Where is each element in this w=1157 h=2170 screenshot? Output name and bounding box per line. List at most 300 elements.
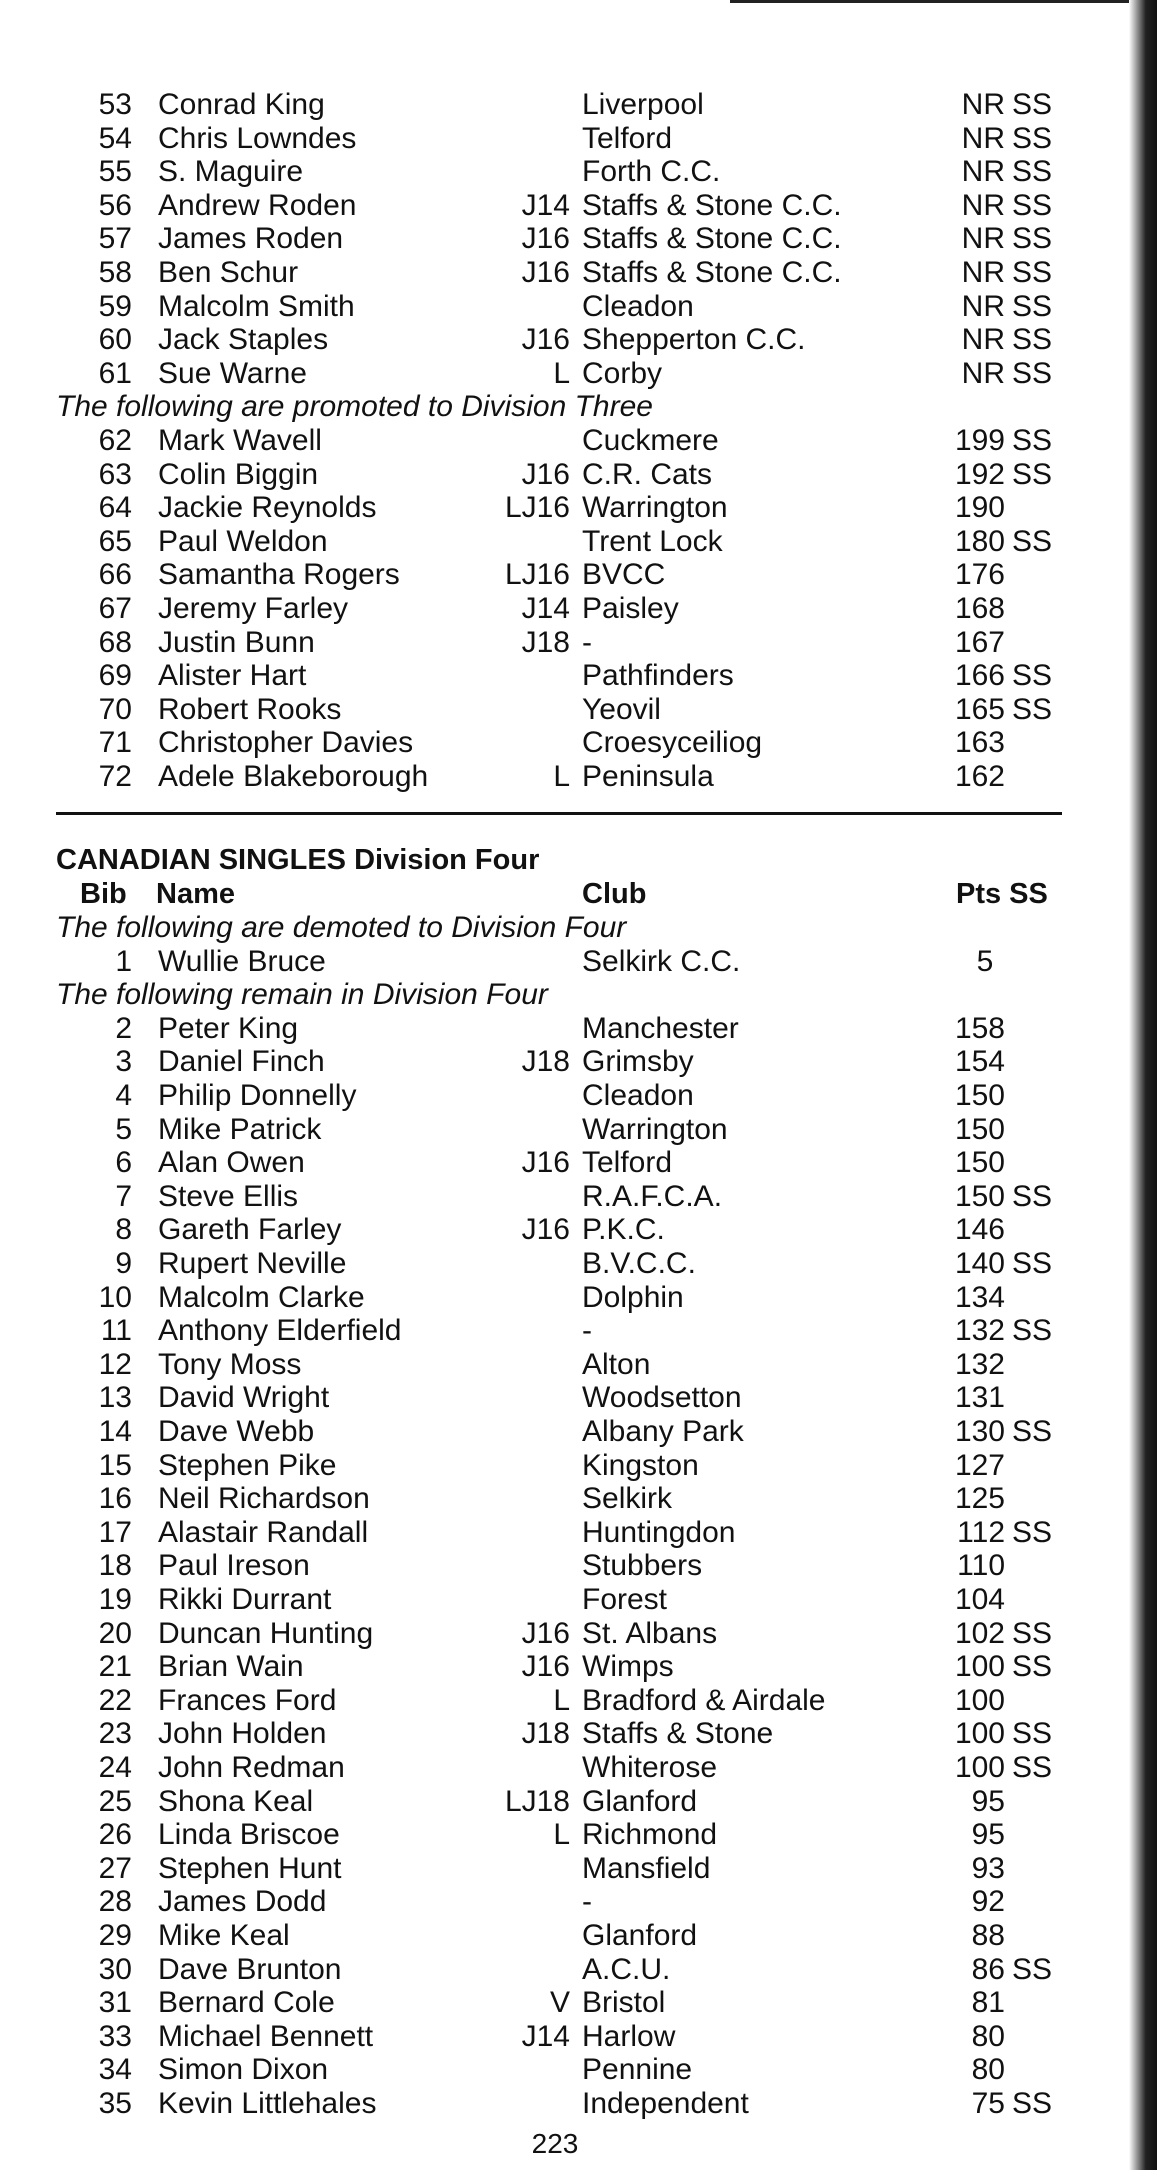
list-item	[0, 1953, 1110, 1987]
bib-number: 6	[115, 1146, 132, 1180]
ss-marker: SS	[1012, 256, 1053, 289]
ss-marker: SS	[1012, 356, 1053, 390]
points: NR	[961, 88, 1005, 121]
club-name: Glanford	[582, 1919, 698, 1952]
club-name: Stubbers	[582, 1549, 703, 1583]
competitor-name: Adele Blakeborough	[158, 760, 429, 793]
remain-note: The following remain in Division Four	[56, 978, 548, 1012]
competitor-name: Sue Warne	[158, 356, 307, 390]
bib-number: 14	[98, 1415, 132, 1448]
club-name: Alton	[582, 1347, 651, 1381]
category: J16	[521, 457, 570, 491]
list-item	[0, 1785, 1110, 1819]
bib-number: 31	[98, 1986, 132, 2020]
category: J18	[521, 625, 570, 659]
list-item	[0, 189, 1110, 223]
bib-number: 30	[98, 1952, 132, 1986]
bib-number: 17	[98, 1515, 132, 1549]
list-item	[0, 491, 1110, 525]
club-name: Warrington	[582, 1112, 728, 1146]
bib-number: 18	[98, 1549, 132, 1583]
list-item	[0, 323, 1110, 357]
bib-number: 67	[98, 592, 132, 625]
category: LJ16	[504, 558, 570, 592]
list-item	[0, 1986, 1110, 2020]
list-item	[0, 525, 1110, 559]
competitor-name: Christopher Davies	[158, 726, 414, 760]
points: 158	[954, 1011, 1005, 1045]
points: 130	[954, 1415, 1005, 1448]
club-name: Mansfield	[582, 1851, 711, 1885]
club-name: Bristol	[582, 1986, 666, 2020]
bib-number: 13	[98, 1381, 132, 1415]
category: J14	[521, 188, 570, 222]
category: L	[553, 356, 570, 390]
points: 92	[971, 1885, 1005, 1919]
club-name: Selkirk	[582, 1482, 673, 1516]
competitor-name: Alastair Randall	[158, 1515, 369, 1549]
ss-marker: SS	[1012, 1616, 1053, 1650]
list-item	[0, 1549, 1110, 1583]
ss-marker: SS	[1012, 1650, 1053, 1684]
club-name: Huntingdon	[582, 1515, 736, 1549]
bib-number: 55	[98, 155, 132, 189]
bib-number: 20	[98, 1616, 132, 1650]
points: 112	[957, 1515, 1005, 1549]
list-item	[0, 1348, 1110, 1382]
club-name: Cleadon	[582, 1079, 694, 1112]
competitor-name: S. Maguire	[158, 155, 304, 189]
competitor-name: Malcolm Clarke	[158, 1280, 365, 1314]
club-name: Forth C.C.	[582, 155, 721, 189]
ss-marker: SS	[1012, 121, 1053, 155]
competitor-name: Shona Keal	[158, 1784, 314, 1818]
ss-marker: SS	[1012, 1717, 1053, 1751]
bib-number: 66	[98, 558, 132, 592]
bib-number: 28	[98, 1885, 132, 1919]
club-name: Telford	[582, 121, 673, 155]
club-name: Dolphin	[582, 1280, 684, 1314]
list-item	[0, 1012, 1110, 1046]
demoted-note: The following are demoted to Division Four	[56, 911, 627, 944]
points: NR	[961, 121, 1005, 155]
club-name: St. Albans	[582, 1616, 718, 1650]
competitor-name: Rupert Neville	[158, 1247, 347, 1280]
list-item	[0, 1852, 1110, 1886]
category: J16	[521, 1146, 570, 1180]
points: 88	[971, 1919, 1005, 1952]
points: 100	[954, 1683, 1005, 1717]
list-item	[0, 222, 1110, 256]
club-name: Staffs & Stone C.C.	[582, 256, 842, 289]
competitor-name: Gareth Farley	[158, 1213, 342, 1247]
competitor-name: Paul Weldon	[158, 524, 328, 558]
list-item	[0, 726, 1110, 760]
points: 165	[954, 692, 1005, 726]
competitor-name: Rikki Durrant	[158, 1583, 332, 1616]
column-header-club: Club	[582, 878, 647, 910]
category: J16	[521, 222, 570, 256]
bib-number: 56	[98, 188, 132, 222]
club-name: Grimsby	[582, 1045, 694, 1079]
points: 140	[954, 1247, 1005, 1280]
competitor-name: Jack Staples	[158, 323, 329, 357]
points: 190	[954, 491, 1005, 525]
bib-number: 59	[98, 289, 132, 323]
club-name: Forest	[582, 1583, 668, 1616]
club-name: Warrington	[582, 491, 728, 525]
competitor-name: Dave Webb	[158, 1415, 315, 1448]
ss-marker: SS	[1012, 1952, 1053, 1986]
competitor-name: Malcolm Smith	[158, 289, 355, 323]
bib-number: 54	[98, 121, 132, 155]
list-item	[0, 1919, 1110, 1953]
points: NR	[961, 256, 1005, 289]
points: 110	[957, 1549, 1005, 1583]
points: 199	[954, 424, 1005, 457]
bib-number: 8	[115, 1213, 132, 1247]
club-name: Richmond	[582, 1818, 718, 1852]
bib-number: 33	[98, 2019, 132, 2053]
column-header-bib: Bib	[80, 878, 127, 910]
ss-marker: SS	[1012, 424, 1053, 457]
bib-number: 70	[98, 692, 132, 726]
list-item	[0, 1482, 1110, 1516]
category: J16	[521, 1213, 570, 1247]
bib-number: 1	[115, 944, 132, 978]
competitor-name: Daniel Finch	[158, 1045, 325, 1079]
bib-number: 63	[98, 457, 132, 491]
points: 167	[954, 625, 1005, 659]
competitor-name: Dave Brunton	[158, 1952, 342, 1986]
club-name: Staffs & Stone	[582, 1717, 774, 1751]
list-item	[0, 1314, 1110, 1348]
bib-number: 53	[98, 88, 132, 121]
ss-marker: SS	[1012, 524, 1053, 558]
list-item	[0, 1583, 1110, 1617]
bib-number: 64	[98, 491, 132, 525]
club-name: Cuckmere	[582, 424, 719, 457]
club-name: Yeovil	[582, 692, 661, 726]
category: J14	[521, 592, 570, 625]
bib-number: 61	[98, 356, 132, 390]
points: 192	[954, 457, 1005, 491]
ss-marker: SS	[1012, 323, 1053, 357]
list-item	[0, 2053, 1110, 2087]
list-item	[0, 1516, 1110, 1550]
list-item	[0, 256, 1110, 290]
bib-number: 72	[98, 760, 132, 793]
points: 5	[976, 944, 994, 978]
competitor-name: Stephen Hunt	[158, 1851, 342, 1885]
club-name: P.K.C.	[582, 1213, 665, 1247]
bib-number: 4	[115, 1079, 132, 1112]
competitor-name: Colin Biggin	[158, 457, 319, 491]
ss-marker: SS	[1012, 1314, 1053, 1348]
competitor-name: Kevin Littlehales	[158, 2087, 377, 2120]
list-item	[0, 1045, 1110, 1079]
ss-marker: SS	[1012, 1515, 1053, 1549]
ss-marker: SS	[1012, 659, 1053, 693]
competitor-name: Anthony Elderfield	[158, 1314, 402, 1348]
competitor-name: Mike Keal	[158, 1919, 290, 1952]
bib-number: 12	[98, 1347, 132, 1381]
points: 95	[971, 1818, 1005, 1852]
competitor-name: John Redman	[158, 1751, 345, 1784]
list-item	[0, 155, 1110, 189]
bib-number: 10	[98, 1280, 132, 1314]
page-edge-shadow	[1129, 0, 1157, 2170]
list-item	[0, 290, 1110, 324]
bib-number: 19	[98, 1583, 132, 1616]
points: 163	[954, 726, 1005, 760]
points: 166	[954, 659, 1005, 693]
bib-number: 21	[98, 1650, 132, 1684]
bib-number: 57	[98, 222, 132, 256]
competitor-name: Samantha Rogers	[158, 558, 400, 592]
points: NR	[961, 289, 1005, 323]
category: J16	[521, 1616, 570, 1650]
list-item	[0, 592, 1110, 626]
club-name: Corby	[582, 356, 663, 390]
competitor-name: Stephen Pike	[158, 1448, 337, 1482]
category: J16	[521, 323, 570, 357]
list-item	[0, 1650, 1110, 1684]
list-item	[0, 88, 1110, 122]
list-item	[0, 2020, 1110, 2054]
bib-number: 26	[98, 1818, 132, 1852]
points: 86	[971, 1952, 1005, 1986]
club-name: Harlow	[582, 2019, 676, 2053]
bib-number: 7	[115, 1179, 132, 1213]
club-name: Glanford	[582, 1784, 698, 1818]
bib-number: 29	[98, 1919, 132, 1952]
page-number: 223	[531, 2128, 579, 2159]
category: J16	[521, 256, 570, 289]
points: 146	[954, 1213, 1005, 1247]
points: 168	[954, 592, 1005, 625]
competitor-name: Chris Lowndes	[158, 121, 357, 155]
category: L	[553, 1683, 570, 1717]
competitor-name: Bernard Cole	[158, 1986, 335, 2020]
club-name: Croesyceiliog	[582, 726, 763, 760]
bib-number: 16	[98, 1482, 132, 1516]
competitor-name: Linda Briscoe	[158, 1818, 340, 1852]
list-item	[0, 1180, 1110, 1214]
list-item	[0, 1617, 1110, 1651]
list-item	[0, 1113, 1110, 1147]
competitor-name: Steve Ellis	[158, 1179, 299, 1213]
category: J16	[521, 1650, 570, 1684]
bib-number: 5	[115, 1112, 132, 1146]
points: 132	[954, 1314, 1005, 1348]
ss-marker: SS	[1012, 692, 1053, 726]
points: 81	[971, 1986, 1005, 2020]
points: 127	[954, 1448, 1005, 1482]
list-item	[0, 1213, 1110, 1247]
points: 134	[954, 1280, 1005, 1314]
competitor-name: John Holden	[158, 1717, 327, 1751]
list-item	[0, 424, 1110, 458]
club-name: Selkirk C.C.	[582, 944, 741, 978]
competitor-name: Peter King	[158, 1011, 299, 1045]
club-name: B.V.C.C.	[582, 1247, 696, 1280]
competitor-name: Philip Donnelly	[158, 1079, 357, 1112]
club-name: Bradford & Airdale	[582, 1683, 826, 1717]
list-item	[0, 1885, 1110, 1919]
competitor-name: Conrad King	[158, 88, 325, 121]
bib-number: 3	[115, 1045, 132, 1079]
bib-number: 2	[115, 1011, 132, 1045]
list-item	[0, 693, 1110, 727]
points: NR	[961, 222, 1005, 256]
competitor-name: James Dodd	[158, 1885, 327, 1919]
club-name: Kingston	[582, 1448, 699, 1482]
points: 131	[954, 1381, 1005, 1415]
list-item	[0, 1717, 1110, 1751]
points: 176	[954, 558, 1005, 592]
points: 150	[954, 1146, 1005, 1180]
club-name: BVCC	[582, 558, 666, 592]
club-name: Staffs & Stone C.C.	[582, 222, 842, 256]
list-item	[0, 357, 1110, 391]
competitor-name: Neil Richardson	[158, 1482, 370, 1516]
category: J18	[521, 1045, 570, 1079]
points: NR	[961, 155, 1005, 189]
ss-marker: SS	[1012, 1751, 1053, 1784]
competitor-name: Jeremy Farley	[158, 592, 349, 625]
list-item	[0, 626, 1110, 660]
competitor-name: Duncan Hunting	[158, 1616, 374, 1650]
category: LJ16	[504, 491, 570, 525]
club-name: Independent	[582, 2087, 749, 2120]
competitor-name: Ben Schur	[158, 256, 299, 289]
competitor-name: Mark Wavell	[158, 424, 322, 457]
ss-marker: SS	[1012, 155, 1053, 189]
points: NR	[961, 188, 1005, 222]
club-name: -	[582, 1314, 592, 1348]
column-header-pts-ss: Pts SS	[956, 878, 1048, 910]
list-item	[0, 1281, 1110, 1315]
points: 80	[971, 2019, 1005, 2053]
club-name: Pennine	[582, 2053, 693, 2087]
competitor-name: Justin Bunn	[158, 625, 315, 659]
club-name: Trent Lock	[582, 524, 723, 558]
points: 150	[954, 1079, 1005, 1112]
club-name: R.A.F.C.A.	[582, 1179, 723, 1213]
list-item	[0, 1751, 1110, 1785]
club-name: Wimps	[582, 1650, 674, 1684]
ss-marker: SS	[1012, 222, 1053, 256]
list-item	[0, 1079, 1110, 1113]
bib-number: 11	[100, 1314, 132, 1348]
club-name: -	[582, 625, 592, 659]
club-name: Telford	[582, 1146, 673, 1180]
ss-marker: SS	[1012, 1247, 1053, 1280]
ss-marker: SS	[1012, 1415, 1053, 1448]
competitor-name: Michael Bennett	[158, 2019, 374, 2053]
bib-number: 22	[98, 1683, 132, 1717]
category: J18	[521, 1717, 570, 1751]
list-item	[0, 760, 1110, 794]
bib-number: 23	[98, 1717, 132, 1751]
points: NR	[961, 356, 1005, 390]
points: NR	[961, 323, 1005, 357]
list-item	[0, 1146, 1110, 1180]
points: 75	[971, 2087, 1005, 2120]
competitor-name: Jackie Reynolds	[158, 491, 377, 525]
category: L	[553, 760, 570, 793]
points: 100	[954, 1650, 1005, 1684]
competitor-name: Tony Moss	[158, 1347, 302, 1381]
bib-number: 35	[98, 2087, 132, 2120]
points: 93	[971, 1851, 1005, 1885]
category: V	[549, 1986, 570, 2020]
category: J14	[521, 2019, 570, 2053]
competitor-name: Mike Patrick	[158, 1112, 322, 1146]
competitor-name: David Wright	[158, 1381, 330, 1415]
list-item	[0, 945, 1110, 979]
club-name: Staffs & Stone C.C.	[582, 188, 842, 222]
page-edge-top	[730, 0, 1157, 3]
competitor-name: James Roden	[158, 222, 344, 256]
club-name: C.R. Cats	[582, 457, 713, 491]
list-item	[0, 122, 1110, 156]
club-name: Paisley	[582, 592, 679, 625]
points: 132	[954, 1347, 1005, 1381]
ss-marker: SS	[1012, 457, 1053, 491]
points: 104	[954, 1583, 1005, 1616]
club-name: Manchester	[582, 1011, 739, 1045]
points: 100	[954, 1751, 1005, 1784]
competitor-name: Paul Ireson	[158, 1549, 310, 1583]
ss-marker: SS	[1012, 2087, 1053, 2120]
competitor-name: Brian Wain	[158, 1650, 304, 1684]
list-item	[0, 1381, 1110, 1415]
bib-number: 62	[98, 424, 132, 457]
division-heading: CANADIAN SINGLES Division Four	[56, 844, 540, 876]
competitor-name: Simon Dixon	[158, 2053, 329, 2087]
points: 162	[954, 760, 1005, 793]
competitor-name: Andrew Roden	[158, 188, 357, 222]
category: LJ18	[504, 1784, 570, 1818]
bib-number: 71	[98, 726, 132, 760]
bib-number: 9	[115, 1247, 132, 1280]
list-item	[0, 1449, 1110, 1483]
club-name: -	[582, 1885, 592, 1919]
competitor-name: Frances Ford	[158, 1683, 337, 1717]
list-item	[0, 458, 1110, 492]
club-name: Liverpool	[582, 88, 704, 121]
points: 80	[971, 2053, 1005, 2087]
ss-marker: SS	[1012, 1179, 1053, 1213]
bib-number: 60	[98, 323, 132, 357]
promoted-note: The following are promoted to Division Three	[56, 390, 653, 424]
points: 95	[971, 1784, 1005, 1818]
competitor-name: Alan Owen	[158, 1146, 305, 1180]
club-name: Albany Park	[582, 1415, 744, 1448]
points: 150	[954, 1112, 1005, 1146]
list-item	[0, 2087, 1110, 2121]
points: 102	[954, 1616, 1005, 1650]
points: 150	[954, 1179, 1005, 1213]
bib-number: 58	[98, 256, 132, 289]
list-item	[0, 1415, 1110, 1449]
club-name: A.C.U.	[582, 1952, 671, 1986]
points: 154	[954, 1045, 1005, 1079]
bib-number: 34	[98, 2053, 132, 2087]
competitor-name: Wullie Bruce	[158, 944, 326, 978]
